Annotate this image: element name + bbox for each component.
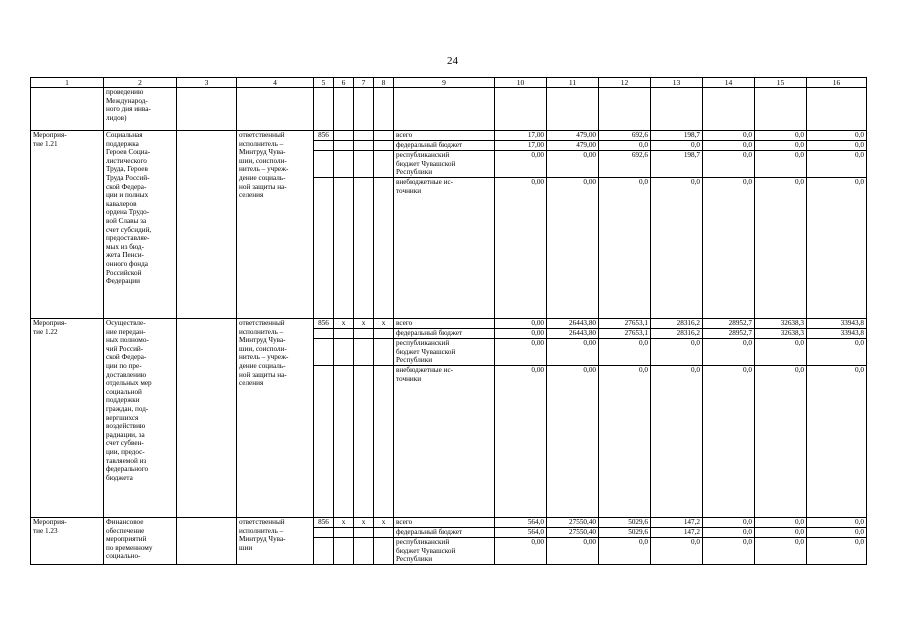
value-cell: 0,0 (807, 151, 867, 178)
value-cell: 0,00 (495, 319, 547, 329)
value-cell: 0,00 (495, 178, 547, 319)
activity-name: Осуществле- ние передан- ных полномо- чий Россий- ской Федера- ции по пре- доставлению отдельных мер социальной поддержки граждан, под- вергшихся воздействию радиации, за счет субвен- ции, предос- тавляемой из федерального бюджета (104, 319, 177, 518)
header-cell-6: 6 (334, 78, 354, 88)
empty-cell (177, 319, 237, 518)
header-cell-2: 2 (104, 78, 177, 88)
funding-source: республиканский бюджет Чувашской Республики (394, 339, 495, 366)
activity-id: Мероприя- тие 1.23 (31, 518, 104, 565)
funding-source: всего (394, 131, 495, 141)
value-cell: 26443,80 (547, 319, 599, 329)
value-cell: 0,0 (807, 131, 867, 141)
value-cell: 27550,40 (547, 518, 599, 528)
empty-cell (374, 528, 394, 538)
funding-source: республиканский бюджет Чувашской Республики (394, 151, 495, 178)
code-cell (374, 131, 394, 141)
value-cell: 26443,80 (547, 329, 599, 339)
value-cell: 0,00 (495, 366, 547, 518)
value-cell: 28952,7 (703, 319, 755, 329)
value-cell: 0,0 (651, 538, 703, 565)
empty-cell (334, 178, 354, 319)
header-cell-9: 9 (394, 78, 495, 88)
value-cell: 0,0 (703, 141, 755, 151)
value-cell: 0,0 (703, 151, 755, 178)
table-row (31, 131, 867, 141)
value-cell: 0,0 (755, 178, 807, 319)
funding-source: внебюджетные ис- точники (394, 366, 495, 518)
value-cell: 0,0 (703, 178, 755, 319)
continuation-name: проведению Международ- ного дня инва- лидов) (104, 88, 177, 131)
code-cell: х (334, 518, 354, 528)
empty-cell (354, 528, 374, 538)
value-cell: 0,0 (807, 366, 867, 518)
empty-cell (354, 141, 374, 151)
header-cell-10: 10 (495, 78, 547, 88)
value-cell: 479,00 (547, 131, 599, 141)
empty-cell (495, 88, 547, 131)
value-cell: 0,0 (599, 366, 651, 518)
value-cell: 0,0 (651, 141, 703, 151)
empty-cell (374, 329, 394, 339)
empty-cell (314, 141, 334, 151)
empty-cell (334, 339, 354, 366)
empty-cell (651, 88, 703, 131)
value-cell: 0,0 (807, 538, 867, 565)
grbs-code: 856 (314, 319, 334, 329)
value-cell: 27550,40 (547, 528, 599, 538)
funding-source: федеральный бюджет (394, 329, 495, 339)
value-cell: 0,0 (755, 518, 807, 528)
funding-source: всего (394, 319, 495, 329)
value-cell: 5029,6 (599, 528, 651, 538)
funding-source: всего (394, 518, 495, 528)
grbs-code: 856 (314, 131, 334, 141)
value-cell: 28316,2 (651, 329, 703, 339)
empty-cell (334, 538, 354, 565)
empty-cell (177, 88, 237, 131)
empty-cell (314, 538, 334, 565)
header-cell-16: 16 (807, 78, 867, 88)
funding-source: федеральный бюджет (394, 141, 495, 151)
header-cell-5: 5 (314, 78, 334, 88)
empty-cell (177, 518, 237, 565)
value-cell: 0,0 (755, 141, 807, 151)
header-cell-3: 3 (177, 78, 237, 88)
empty-cell (703, 88, 755, 131)
value-cell: 17,00 (495, 131, 547, 141)
funding-source: внебюджетные ис- точники (394, 178, 495, 319)
value-cell: 17,00 (495, 141, 547, 151)
empty-cell (374, 141, 394, 151)
empty-cell (334, 141, 354, 151)
value-cell: 147,2 (651, 518, 703, 528)
header-cell-14: 14 (703, 78, 755, 88)
empty-cell (354, 339, 374, 366)
header-cell-13: 13 (651, 78, 703, 88)
value-cell: 0,0 (755, 538, 807, 565)
header-cell-12: 12 (599, 78, 651, 88)
value-cell: 0,00 (547, 538, 599, 565)
header-cell-15: 15 (755, 78, 807, 88)
header-cell-1: 1 (31, 78, 104, 88)
table-row (31, 518, 867, 528)
header-cell-7: 7 (354, 78, 374, 88)
value-cell: 564,0 (495, 528, 547, 538)
activity-id: Мероприя- тие 1.22 (31, 319, 104, 518)
empty-cell (237, 88, 314, 131)
empty-cell (334, 88, 354, 131)
empty-cell (394, 88, 495, 131)
activity-id: Мероприя- тие 1.21 (31, 131, 104, 319)
header-cell-8: 8 (374, 78, 394, 88)
value-cell: 33943,8 (807, 319, 867, 329)
executor: ответственный исполнитель – Минтруд Чува- шии (237, 518, 314, 565)
value-cell: 0,00 (547, 151, 599, 178)
funding-source: республиканский бюджет Чувашской Республики (394, 538, 495, 565)
code-cell: х (354, 319, 374, 329)
activity-name: Финансовое обеспечение мероприятий по временному социально- (104, 518, 177, 565)
value-cell: 0,0 (807, 339, 867, 366)
empty-cell (374, 151, 394, 178)
empty-cell (354, 538, 374, 565)
executor: ответственный исполнитель – Минтруд Чува- шии, соисполи- нитель – учреж- дение социаль- ной защиты на- селения (237, 319, 314, 518)
value-cell: 198,7 (651, 131, 703, 141)
value-cell: 0,0 (807, 528, 867, 538)
value-cell: 0,00 (547, 339, 599, 366)
empty-cell (314, 151, 334, 178)
value-cell: 0,00 (547, 366, 599, 518)
value-cell: 0,0 (807, 178, 867, 319)
value-cell: 0,00 (495, 339, 547, 366)
code-cell: х (374, 319, 394, 329)
empty-cell (354, 178, 374, 319)
empty-cell (334, 329, 354, 339)
value-cell: 0,0 (755, 339, 807, 366)
value-cell: 32638,3 (755, 329, 807, 339)
empty-cell (314, 329, 334, 339)
value-cell: 27653,1 (599, 319, 651, 329)
empty-cell (547, 88, 599, 131)
value-cell: 27653,1 (599, 329, 651, 339)
grbs-code: 856 (314, 518, 334, 528)
value-cell: 564,0 (495, 518, 547, 528)
executor: ответственный исполнитель – Минтруд Чува- шии, соисполи- нитель – учреж- дение социаль- ной защиты на- селения (237, 131, 314, 319)
value-cell: 0,0 (703, 518, 755, 528)
empty-cell (374, 538, 394, 565)
header-row (31, 78, 867, 88)
empty-cell (334, 151, 354, 178)
empty-cell (314, 366, 334, 518)
activity-name: Социальная поддержка Героев Социа- листического Труда, Героев Труда Россий- ской Федера- ции и полных кавалеров ордена Трудо- вой Славы за счет субсидий, предоставляе- мых из бюд- жета Пенси- онного фонда Российской Федерации (104, 131, 177, 319)
code-cell (354, 131, 374, 141)
empty-cell (374, 88, 394, 131)
budget-table (30, 77, 867, 565)
value-cell: 0,0 (703, 131, 755, 141)
header-cell-11: 11 (547, 78, 599, 88)
value-cell: 0,0 (599, 141, 651, 151)
value-cell: 0,00 (495, 329, 547, 339)
value-cell: 147,2 (651, 528, 703, 538)
value-cell: 0,0 (703, 538, 755, 565)
empty-cell (31, 88, 104, 131)
value-cell: 0,0 (599, 339, 651, 366)
value-cell: 198,7 (651, 151, 703, 178)
table-row (31, 319, 867, 329)
empty-cell (334, 366, 354, 518)
empty-cell (354, 329, 374, 339)
empty-cell (177, 131, 237, 319)
value-cell: 32638,3 (755, 319, 807, 329)
empty-cell (807, 88, 867, 131)
value-cell: 0,0 (599, 538, 651, 565)
value-cell: 0,0 (755, 366, 807, 518)
empty-cell (374, 178, 394, 319)
code-cell: х (354, 518, 374, 528)
code-cell: х (334, 319, 354, 329)
continuation-row (31, 88, 867, 131)
value-cell: 0,0 (703, 339, 755, 366)
value-cell: 692,6 (599, 131, 651, 141)
value-cell: 0,0 (599, 178, 651, 319)
code-cell: х (374, 518, 394, 528)
empty-cell (374, 366, 394, 518)
value-cell: 0,0 (755, 528, 807, 538)
code-cell (334, 131, 354, 141)
value-cell: 0,00 (495, 151, 547, 178)
value-cell: 28952,7 (703, 329, 755, 339)
funding-source: федеральный бюджет (394, 528, 495, 538)
page-number: 24 (447, 55, 458, 67)
empty-cell (314, 88, 334, 131)
header-cell-4: 4 (237, 78, 314, 88)
empty-cell (354, 151, 374, 178)
empty-cell (354, 88, 374, 131)
value-cell: 33943,8 (807, 329, 867, 339)
value-cell: 28316,2 (651, 319, 703, 329)
empty-cell (334, 528, 354, 538)
value-cell: 0,0 (651, 339, 703, 366)
empty-cell (374, 339, 394, 366)
empty-cell (354, 366, 374, 518)
value-cell: 0,0 (703, 366, 755, 518)
value-cell: 0,0 (755, 151, 807, 178)
value-cell: 0,0 (651, 178, 703, 319)
empty-cell (314, 528, 334, 538)
value-cell: 0,0 (703, 528, 755, 538)
value-cell: 479,00 (547, 141, 599, 151)
value-cell: 0,0 (807, 518, 867, 528)
value-cell: 0,0 (755, 131, 807, 141)
value-cell: 0,00 (547, 178, 599, 319)
value-cell: 0,0 (651, 366, 703, 518)
empty-cell (314, 339, 334, 366)
value-cell: 0,0 (807, 141, 867, 151)
value-cell: 5029,6 (599, 518, 651, 528)
empty-cell (599, 88, 651, 131)
value-cell: 692,6 (599, 151, 651, 178)
empty-cell (314, 178, 334, 319)
value-cell: 0,00 (495, 538, 547, 565)
empty-cell (755, 88, 807, 131)
